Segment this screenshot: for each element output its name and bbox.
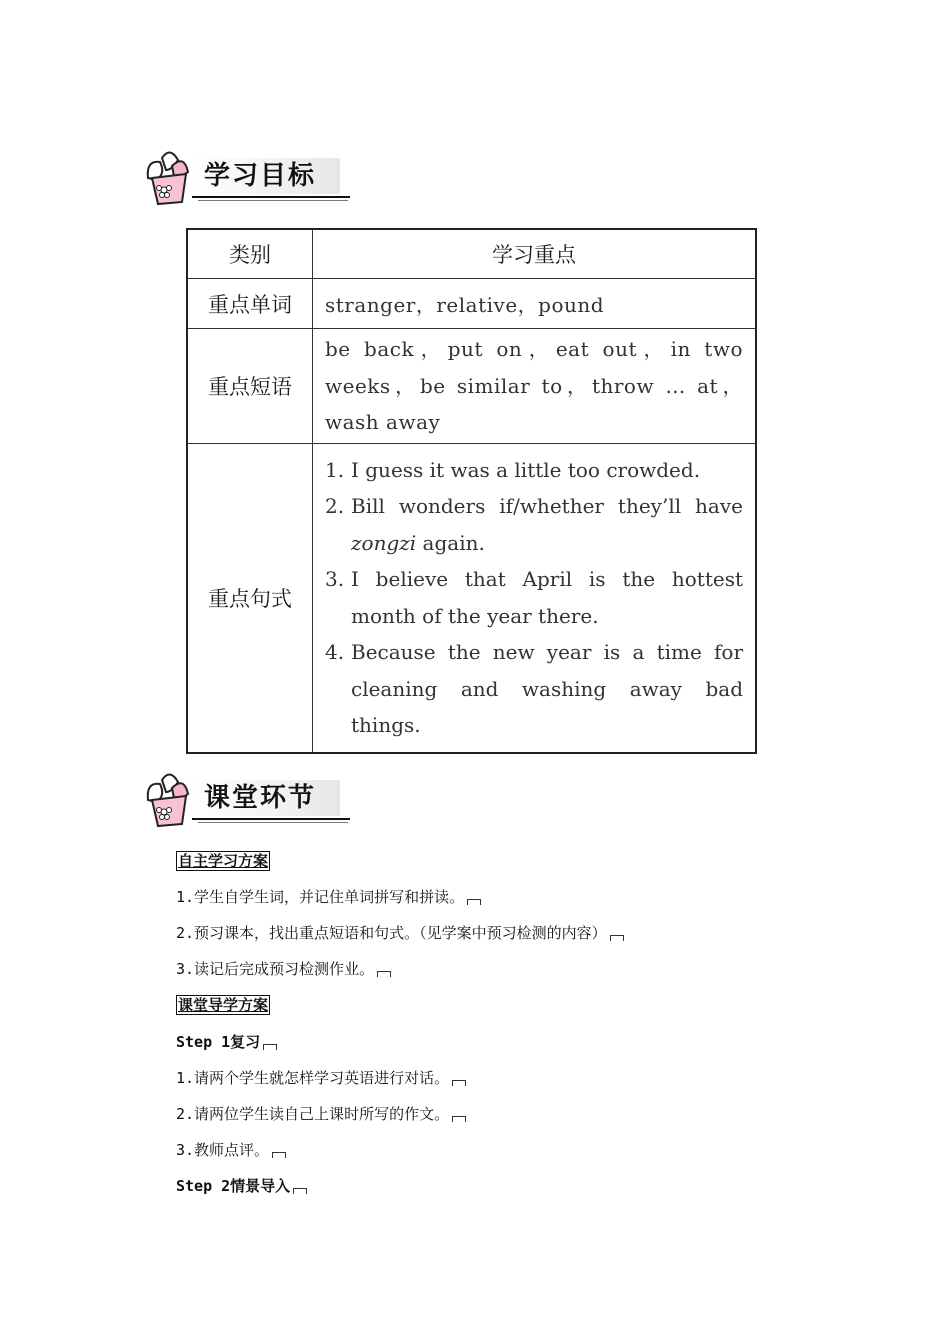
- guided-study-heading: 课堂导学方案: [178, 996, 269, 1014]
- table-header-row: [187, 229, 756, 279]
- bracket-mark-icon: [467, 899, 481, 905]
- row-content: stranger，relative，pound: [313, 279, 757, 329]
- step-line: [176, 1175, 307, 1196]
- item-text-part: Bill wonders if/whether they’ll have: [351, 494, 743, 518]
- item-text: 1.学生自学生词，并记住单词拼写和拼读。: [176, 888, 465, 906]
- list-item: [325, 561, 743, 634]
- list-item: [176, 922, 624, 943]
- item-text: I believe that April is the hottest month of the year there.: [351, 567, 743, 628]
- bracket-mark-icon: [452, 1080, 466, 1086]
- item-text: 2.预习课本，找出重点短语和句式。（见学案中预习检测的内容）: [176, 924, 607, 942]
- item-number: 2.: [325, 494, 345, 518]
- item-text: Because the new year is a time for cleaning and washing away bad things.: [351, 640, 743, 737]
- row-category: 重点短语: [187, 329, 313, 444]
- row-content: [313, 443, 757, 753]
- bracket-mark-icon: [263, 1044, 277, 1050]
- phrases-text: be back，put on，eat out，in two weeks，be similar to，throw … at，wash away: [325, 337, 743, 434]
- item-text-part: again.: [416, 530, 485, 555]
- list-item: [325, 488, 743, 561]
- item-number: 4.: [325, 640, 345, 664]
- table-row: [187, 443, 756, 753]
- item-text: 3.读记后完成预习检测作业。: [176, 960, 375, 978]
- item-text: I guess it was a little too crowded.: [351, 457, 701, 482]
- item-text: 2.请两位学生读自己上课时所写的作文。: [176, 1105, 450, 1123]
- item-text: 3.教师点评。: [176, 1141, 270, 1159]
- list-item: [325, 452, 743, 489]
- banner-underline: [192, 196, 350, 198]
- table-row: [187, 329, 756, 444]
- bracket-mark-icon: [452, 1116, 466, 1122]
- self-study-heading-line: [176, 850, 270, 871]
- banner-underline: [192, 818, 350, 820]
- guided-study-heading-line: [176, 994, 270, 1015]
- italic-word: zongzi: [351, 530, 417, 555]
- bracket-mark-icon: [377, 971, 391, 977]
- bracket-mark-icon: [610, 935, 624, 941]
- header-category: 类别: [187, 229, 313, 279]
- item-number: 1.: [325, 457, 345, 482]
- list-item: [176, 886, 481, 907]
- section-title: 课堂环节: [204, 783, 317, 813]
- row-category: 重点单词: [187, 279, 313, 329]
- list-item: [176, 1103, 466, 1124]
- item-text: [351, 488, 743, 561]
- class-steps-banner: [142, 770, 352, 830]
- bracket-mark-icon: [293, 1188, 307, 1194]
- item-text: 1.请两个学生就怎样学习英语进行对话。: [176, 1069, 450, 1087]
- item-number: 3.: [325, 567, 345, 591]
- step-line: [176, 1031, 277, 1052]
- bracket-mark-icon: [272, 1152, 286, 1158]
- row-content: [313, 329, 757, 444]
- step-label: Step 2情景导入: [176, 1177, 291, 1195]
- self-study-heading: 自主学习方案: [178, 852, 269, 870]
- list-item: [176, 958, 391, 979]
- section-title: 学习目标: [204, 161, 317, 191]
- sentence-list: [313, 444, 755, 752]
- learning-goals-banner: [142, 148, 352, 208]
- list-item: [325, 634, 743, 744]
- learning-focus-table: [186, 228, 757, 754]
- row-category: 重点句式: [187, 443, 313, 753]
- list-item: [176, 1067, 466, 1088]
- banner-underline-thin: [198, 822, 348, 823]
- step-label: Step 1复习: [176, 1033, 261, 1051]
- header-focus: 学习重点: [313, 229, 757, 279]
- table-row: [187, 279, 756, 329]
- banner-underline-thin: [198, 200, 348, 201]
- list-item: [176, 1139, 286, 1160]
